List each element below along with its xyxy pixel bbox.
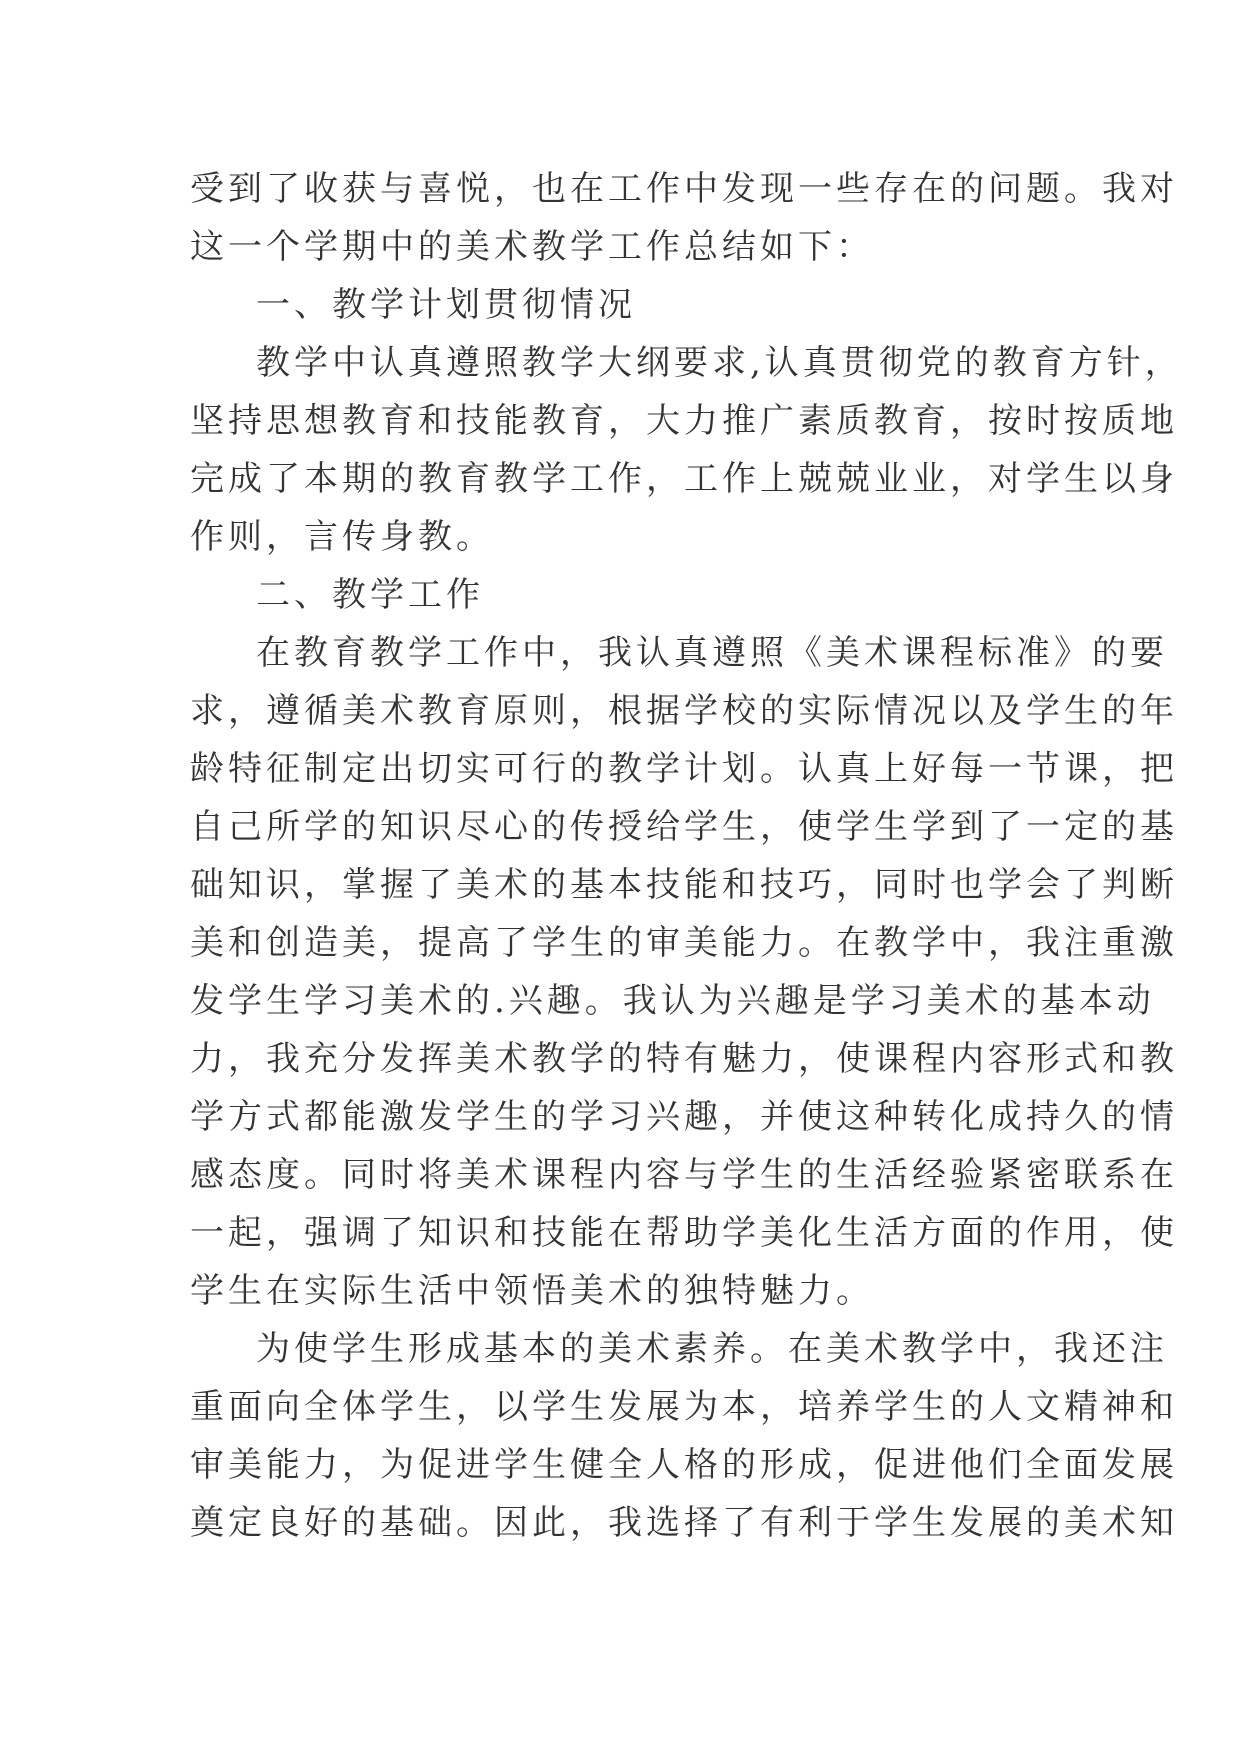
- text-line: 发学生学习美术的.兴趣。我认为兴趣是学习美术的基本动: [190, 981, 1155, 1021]
- text-line: 重面向全体学生，以学生发展为本，培养学生的人文精神和: [190, 1387, 1178, 1427]
- text-line: 一起，强调了知识和技能在帮助学美化生活方面的作用，使: [190, 1213, 1178, 1253]
- text-line: 美和创造美，提高了学生的审美能力。在教学中，我注重激: [190, 923, 1178, 963]
- text-line: 坚持思想教育和技能教育，大力推广素质教育，按时按质地: [190, 401, 1178, 441]
- text-line: 教学中认真遵照教学大纲要求,认真贯彻党的教育方针，: [256, 343, 1183, 383]
- text-line: 础知识，掌握了美术的基本技能和技巧，同时也学会了判断: [190, 865, 1178, 905]
- text-line: 感态度。同时将美术课程内容与学生的生活经验紧密联系在: [190, 1155, 1178, 1195]
- text-line: 学方式都能激发学生的学习兴趣，并使这种转化成持久的情: [190, 1097, 1178, 1137]
- text-line: 这一个学期中的美术教学工作总结如下：: [190, 227, 874, 267]
- text-line: 受到了收获与喜悦，也在工作中发现一些存在的问题。我对: [190, 169, 1178, 209]
- text-line: 自己所学的知识尽心的传授给学生，使学生学到了一定的基: [190, 807, 1178, 847]
- text-line: 为使学生形成基本的美术素养。在美术教学中，我还注: [256, 1329, 1168, 1369]
- text-line: 在教育教学工作中，我认真遵照《美术课程标准》的要: [256, 633, 1168, 673]
- text-line: 力，我充分发挥美术教学的特有魅力，使课程内容形式和教: [190, 1039, 1178, 1079]
- text-line: 求，遵循美术教育原则，根据学校的实际情况以及学生的年: [190, 691, 1178, 731]
- text-line: 完成了本期的教育教学工作，工作上兢兢业业，对学生以身: [190, 459, 1178, 499]
- text-line: 一、教学计划贯彻情况: [256, 285, 636, 325]
- text-line: 奠定良好的基础。因此，我选择了有利于学生发展的美术知: [190, 1503, 1178, 1543]
- text-line: 审美能力，为促进学生健全人格的形成，促进他们全面发展: [190, 1445, 1178, 1485]
- document-body: [190, 160, 1183, 1552]
- text-line: 二、教学工作: [256, 575, 484, 615]
- text-line: 龄特征制定出切实可行的教学计划。认真上好每一节课，把: [190, 749, 1178, 789]
- text-line: 学生在实际生活中领悟美术的独特魅力。: [190, 1271, 874, 1311]
- text-line: 作则，言传身教。: [190, 517, 494, 557]
